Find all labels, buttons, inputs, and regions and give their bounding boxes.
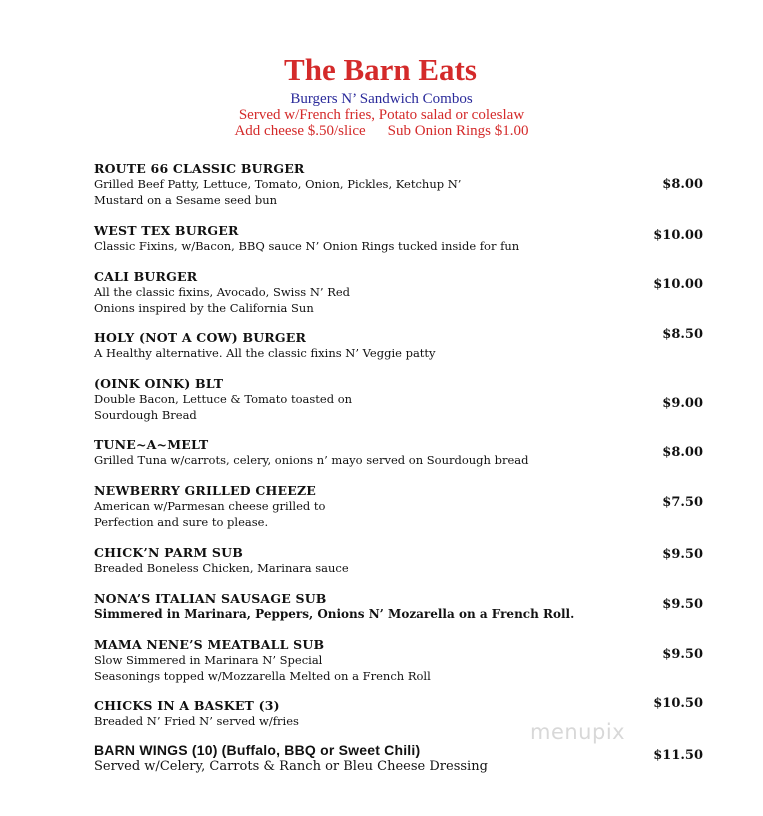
- item-description: A Healthy alternative. All the classic fixins N’ Veggie patty: [94, 346, 436, 360]
- menu-item: [94, 742, 714, 775]
- restaurant-title: The Barn Eats: [284, 52, 477, 87]
- menu-item: [94, 436, 714, 469]
- sub-onion-rings-note: Sub Onion Rings $1.00: [387, 123, 529, 139]
- item-name: BARN WINGS (10) (Buffalo, BBQ or Sweet Chili): [94, 742, 421, 758]
- item-price: $9.00: [662, 396, 703, 411]
- item-description: American w/Parmesan cheese grilled to Perfection and sure to please.: [94, 499, 326, 529]
- item-name: CALI BURGER: [94, 269, 198, 284]
- item-price: $11.50: [653, 748, 703, 763]
- menu-item: [94, 329, 714, 362]
- item-description: Grilled Tuna w/carrots, celery, onions n’ mayo served on Sourdough bread: [94, 453, 529, 467]
- menu-item: [94, 590, 714, 623]
- item-price: $8.00: [662, 177, 703, 192]
- item-price: $10.00: [653, 228, 703, 243]
- item-name: TUNE~A~MELT: [94, 437, 209, 452]
- served-with-note: Served w/French fries, Potato salad or coleslaw: [238, 107, 525, 123]
- menu-item: [94, 482, 714, 530]
- menu-item: [94, 636, 714, 684]
- item-price: $9.50: [662, 597, 703, 612]
- item-description: Served w/Celery, Carrots & Ranch or Bleu Cheese Dressing: [94, 759, 488, 774]
- item-price: $7.50: [662, 495, 703, 510]
- item-name: NONA’S ITALIAN SAUSAGE SUB: [94, 591, 327, 606]
- item-name: CHICKS IN A BASKET (3): [94, 698, 280, 713]
- item-description: Breaded N’ Fried N’ served w/fries: [94, 714, 299, 728]
- menu-item: [94, 268, 714, 316]
- item-name: CHICK’N PARM SUB: [94, 545, 244, 560]
- item-description: Breaded Boneless Chicken, Marinara sauce: [94, 561, 349, 575]
- item-price: $9.50: [662, 647, 703, 662]
- menu-subtitle: Burgers N’ Sandwich Combos: [290, 91, 473, 107]
- item-name: (OINK OINK) BLT: [94, 376, 224, 391]
- addon-note: [0, 123, 763, 139]
- menu-item: [94, 222, 714, 255]
- item-name: NEWBERRY GRILLED CHEEZE: [94, 483, 317, 498]
- menu-item: [94, 160, 714, 208]
- item-description: Double Bacon, Lettuce & Tomato toasted on Sourdough Bread: [94, 392, 353, 422]
- item-price: $8.00: [662, 445, 703, 460]
- item-name: ROUTE 66 CLASSIC BURGER: [94, 161, 305, 176]
- item-description: Classic Fixins, w/Bacon, BBQ sauce N’ Onion Rings tucked inside for fun: [94, 239, 520, 253]
- menu-item: [94, 375, 714, 423]
- item-description: Grilled Beef Patty, Lettuce, Tomato, Onion, Pickles, Ketchup N’ Mustard on a Sesame seed bun: [94, 177, 462, 207]
- item-name: HOLY (NOT A COW) BURGER: [94, 330, 307, 345]
- item-price: $9.50: [662, 547, 703, 562]
- item-price: $10.50: [653, 696, 703, 711]
- menu-item: [94, 544, 714, 577]
- item-price: $10.00: [653, 277, 703, 292]
- item-name: MAMA NENE’S MEATBALL SUB: [94, 637, 325, 652]
- item-description: All the classic fixins, Avocado, Swiss N’ Red Onions inspired by the California Sun: [94, 285, 351, 315]
- add-cheese-note: Add cheese $.50/slice: [234, 123, 366, 139]
- item-price: $8.50: [662, 327, 703, 342]
- item-name: WEST TEX BURGER: [94, 223, 239, 238]
- item-description: Simmered in Marinara, Peppers, Onions N’ Mozarella on a French Roll.: [94, 607, 575, 621]
- item-description: Slow Simmered in Marinara N’ Special Seasonings topped w/Mozzarella Melted on a French Roll: [94, 653, 431, 683]
- menu-header: [0, 52, 763, 139]
- menupix-watermark: menupix: [530, 720, 626, 744]
